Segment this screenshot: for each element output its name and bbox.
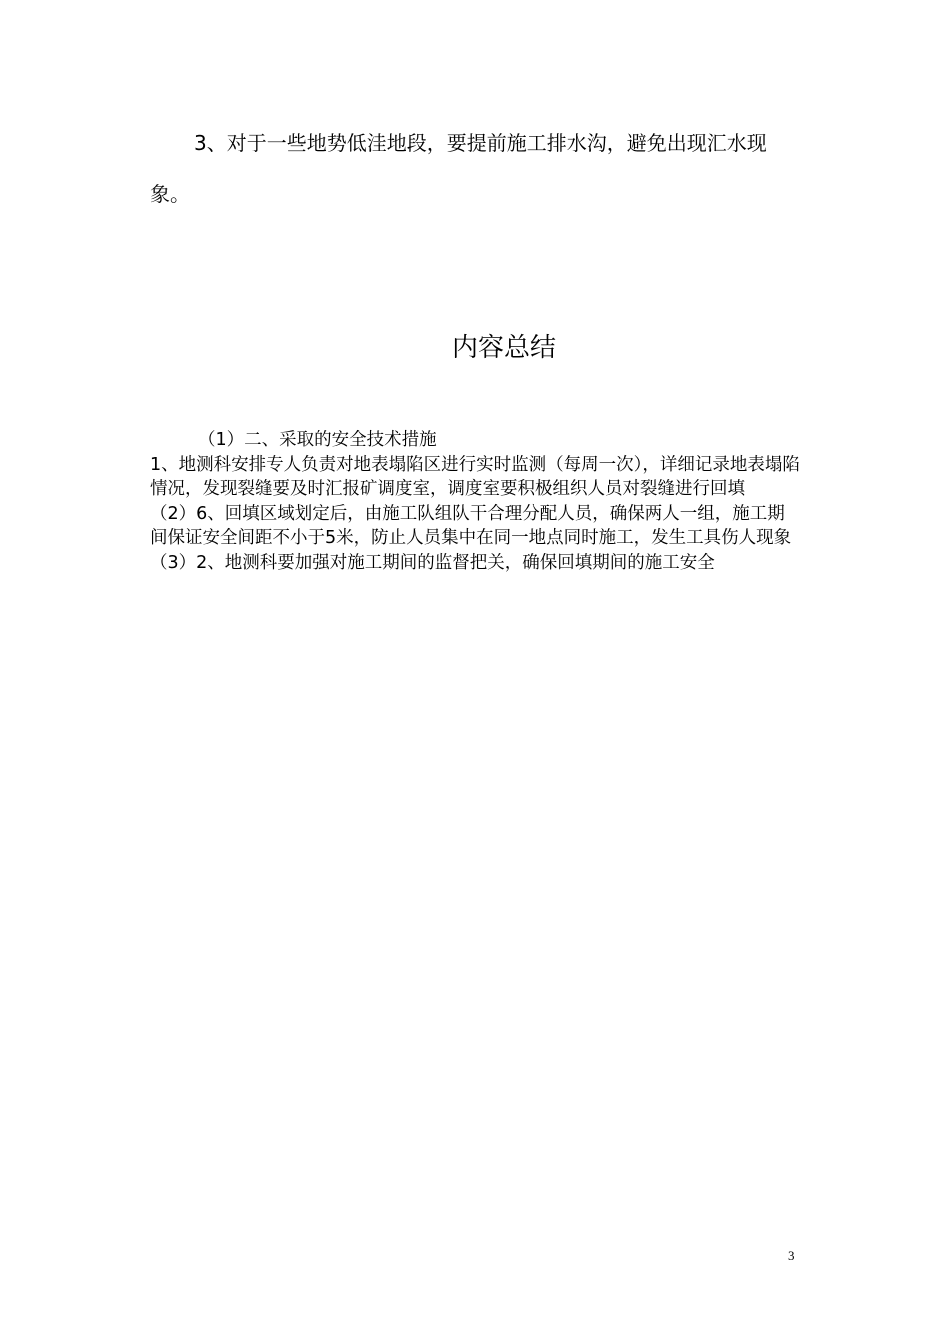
page-number: 3 <box>788 1248 795 1263</box>
summary-item: （1）二、采取的安全技术措施 <box>198 430 437 450</box>
summary-section <box>150 428 800 575</box>
body-paragraph-3: 3、对于一些地势低洼地段，要提前施工排水沟，避免出现汇水现象。 <box>150 131 767 206</box>
summary-item: （2）6、回填区域划定后，由施工队组队干合理分配人员，确保两人一组，施工期间保证安全间距不小于5米，防止人员集中在同一地点同时施工，发生工具伤人现象 <box>150 503 792 548</box>
summary-item: 1、地测科安排专人负责对地表塌陷区进行实时监测（每周一次），详细记录地表塌陷情况，发现裂缝要及时汇报矿调度室，调度室要积极组织人员对裂缝进行回填 <box>150 454 800 499</box>
summary-title: 内容总结 <box>451 333 556 363</box>
summary-item: （3）2、地测科要加强对施工期间的监督把关，确保回填期间的施工安全 <box>150 552 715 573</box>
